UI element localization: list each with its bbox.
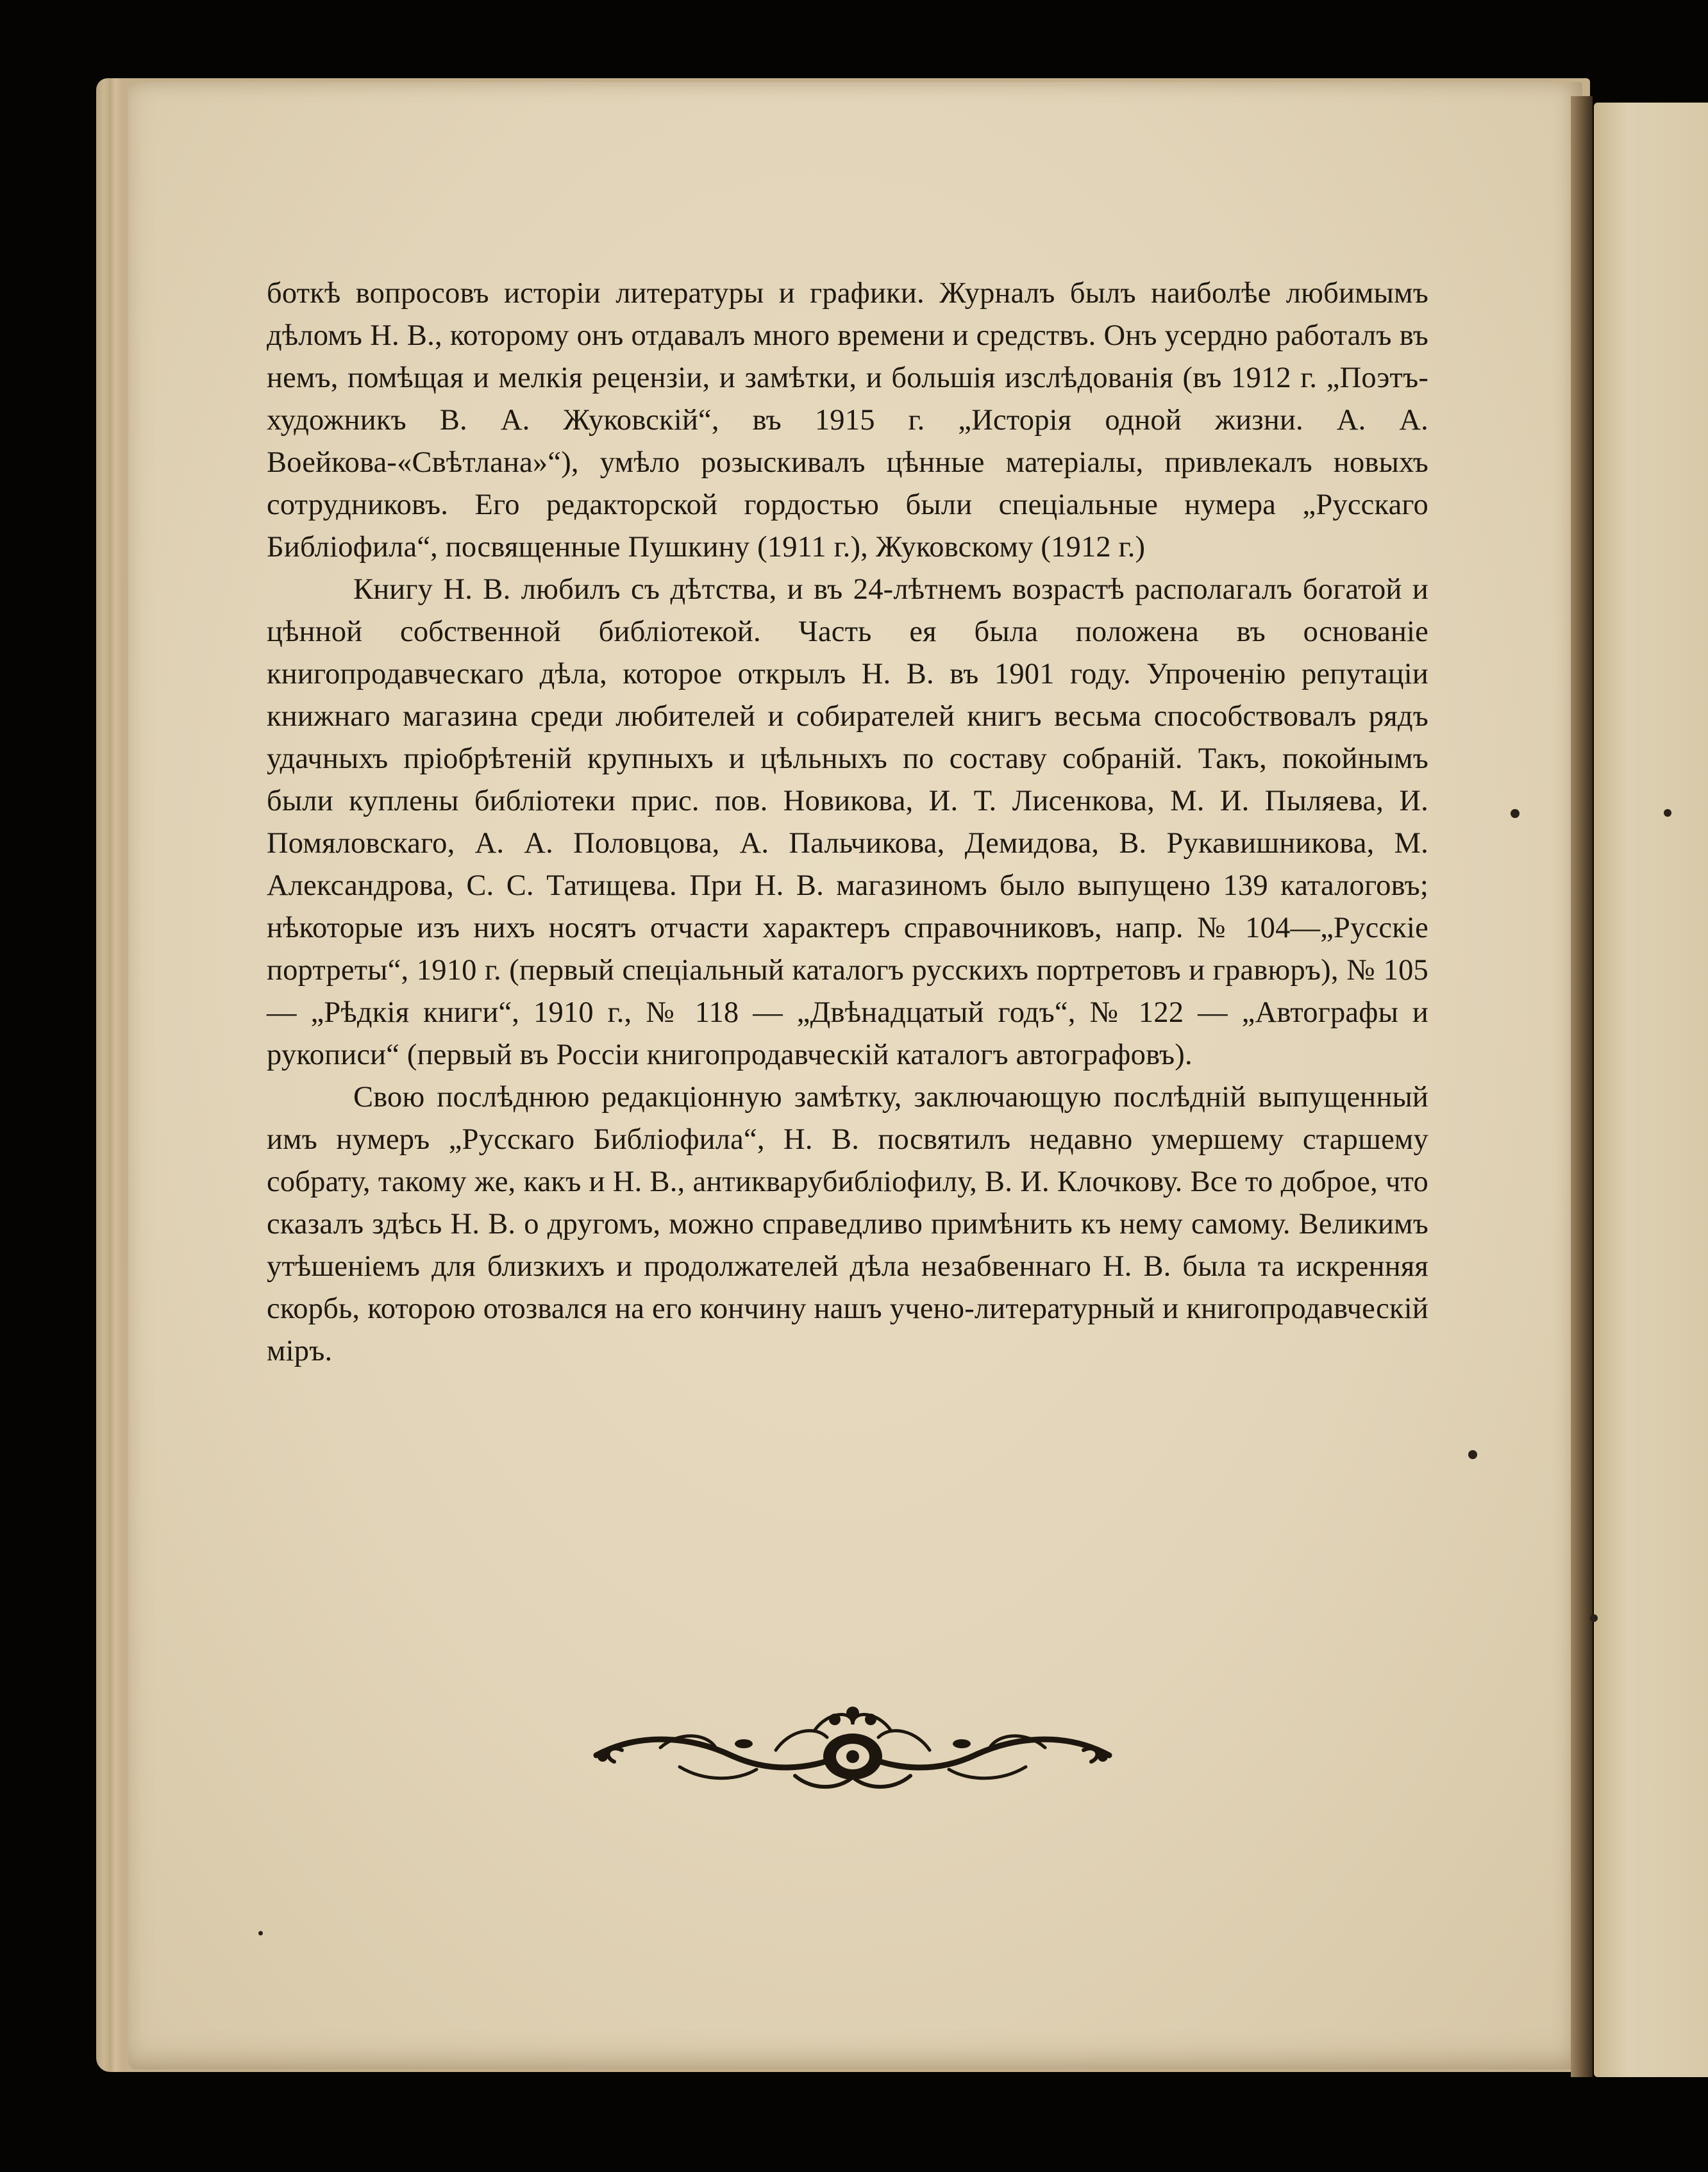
paper-speck xyxy=(1468,1450,1477,1459)
paragraph-2: Книгу Н. В. любилъ съ дѣтства, и въ 24-лѣтнемъ возрастѣ располагалъ богатой и цѣнной собственной библіотекой. Часть ея была положена въ основаніе книгопродавческаго дѣла, которое открылъ Н. В. въ 1901 году. Упроченію репутаціи книжнаго магазина среди любителей и собирателей книгъ весьма способствовалъ рядъ удачныхъ пріобрѣтеній крупныхъ и цѣльныхъ по составу собраній. Такъ, покойнымъ были куплены библіотеки прис. пов. Новикова, И. Т. Лисенкова, М. И. Пыляева, И. Помяловскаго, А. А. Половцова, А. Пальчикова, Демидова, В. Рукавишникова, М. Александрова, С. С. Татищева. При Н. В. магазиномъ было выпущено 139 каталоговъ; нѣкоторые изъ нихъ носятъ отчасти характеръ справочниковъ, напр. № 104—„Русскіе портреты“, 1910 г. (первый спеціальный каталогъ русскихъ портретовъ и гравюръ), № 105 — „Рѣдкія книги“, 1910 г., № 118 — „Двѣнадцатый годъ“, № 122 — „Автографы и рукописи“ (первый въ Россіи книгопродавческій каталогъ автографовъ). xyxy=(267,573,1428,1071)
body-text xyxy=(267,272,1428,1373)
paper-speck xyxy=(258,1931,263,1935)
book-gutter xyxy=(1571,96,1593,2077)
paper-speck xyxy=(1590,1614,1598,1622)
paragraph-1: боткѣ вопросовъ исторіи литературы и графики. Журналъ былъ наиболѣе любимымъ дѣломъ Н. В., которому онъ отдавалъ много времени и средствъ. Онъ усердно работалъ въ немъ, помѣщая и мелкія рецензіи, и замѣтки, и большія изслѣдованія (въ 1912 г. „Поэтъ-художникъ В. А. Жуковскій“, въ 1915 г. „Исторія одной жизни. А. А. Воейкова-«Свѣтлана»“), умѣло розыскивалъ цѣнные матеріалы, привлекалъ новыхъ сотрудниковъ. Его редакторской гордостью были спеціальные нумера „Русскаго Библіофила“, посвященные Пушкину (1911 г.), Жуковскому (1912 г.) xyxy=(267,277,1428,564)
paragraph-3: Свою послѣднюю редакціонную замѣтку, заключающую послѣдній выпущенный имъ нумеръ „Русскаго Библіофила“, Н. В. посвятилъ недавно умершему старшему собрату, такому же, какъ и Н. В., антикварубиблiофилу, В. И. Клочкову. Все то доброе, что сказалъ здѣсь Н. В. о другомъ, можно справедливо примѣнить къ нему самому. Великимъ утѣшеніемъ для близкихъ и продолжателей дѣла незабвеннаго Н. В. была та искренняя скорбь, которою отозвался на его кончину нашъ учено-литературный и книгопродавческій міръ. xyxy=(267,1081,1428,1367)
floral-tailpiece-icon xyxy=(583,1705,1122,1801)
paper-speck xyxy=(1664,809,1671,817)
facing-page-edge xyxy=(1594,103,1708,2077)
paper-speck xyxy=(1511,809,1520,818)
